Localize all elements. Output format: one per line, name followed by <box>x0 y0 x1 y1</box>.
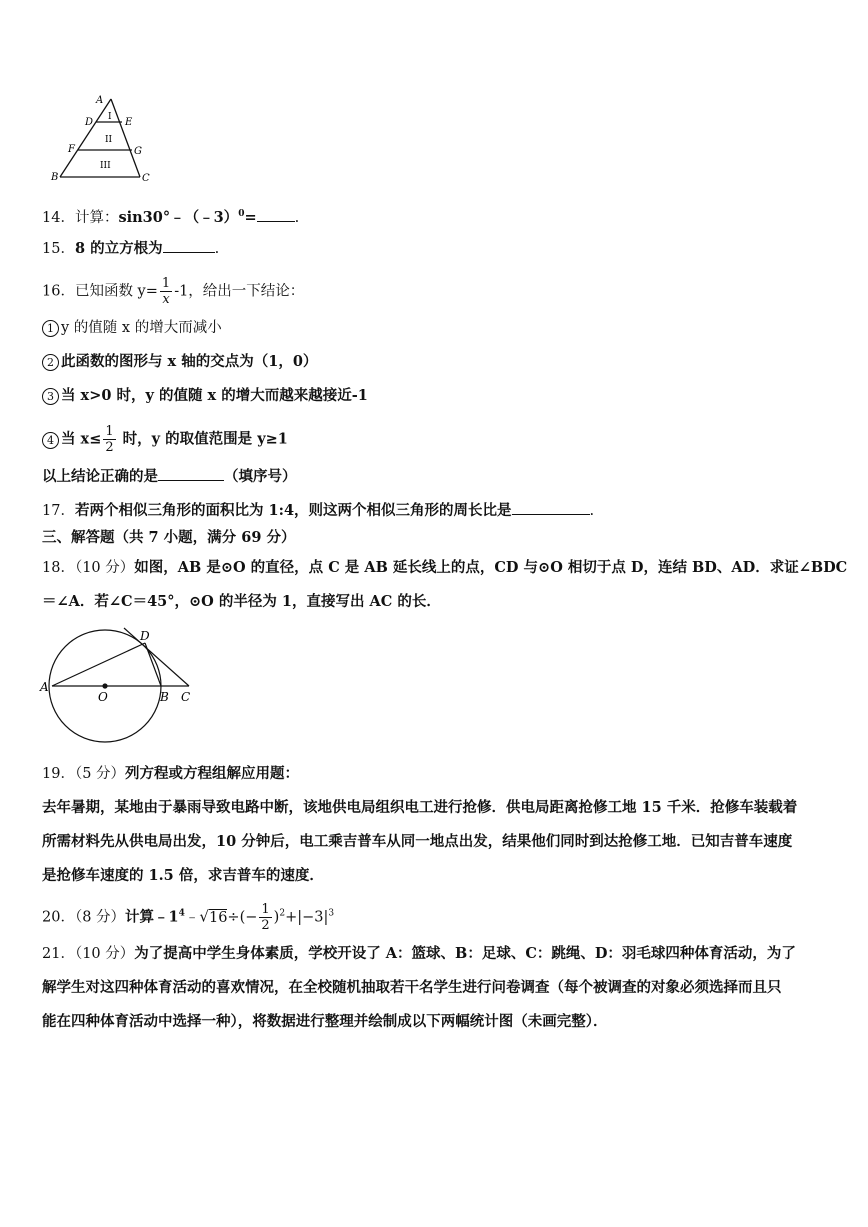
conclusion-2: 2 此函数的图形与 x 轴的交点为（1，0） <box>42 352 317 372</box>
label-f: F <box>68 144 75 155</box>
region-3: III <box>100 161 111 171</box>
sqrt-symbol: √ <box>199 907 209 926</box>
label-o: O <box>98 690 108 704</box>
conclusion-1: 1 y 的值随 x 的增大而减小 <box>42 318 222 338</box>
question-20: 20．（8 分）计算$﹣1^4﹣√16\div(-$ $\frac{1}{2}$ )$^2+|-3|^3$ <box>42 902 335 933</box>
region-1: I <box>108 112 112 122</box>
question-19-line-2: 所需材料先从供电局出发，10 分钟后，电工乘吉普车从同一地点出发，结果他们同时到达抢修工地．已知吉普车速度 <box>42 833 793 850</box>
question-15: 15．8 的立方根为 . <box>42 240 220 257</box>
answer-blank[interactable] <box>512 500 590 515</box>
label-e: E <box>125 117 133 128</box>
question-16: 16．已知函数 y= $\frac{1}{x}$ -1，给出一下结论： <box>42 276 305 307</box>
center-point <box>102 683 107 688</box>
answer-line-16: 以上结论正确的是 （填序号） <box>42 468 297 485</box>
label-b: B <box>51 172 59 183</box>
label-d: D <box>140 629 150 643</box>
label-a: A <box>40 680 49 694</box>
question-19-line-3: 是抢修车速度的 1.5 倍，求吉普车的速度． <box>42 867 324 884</box>
question-17: 17．若两个相似三角形的面积比为 1:4，则这两个相似三角形的周长比是 . <box>42 502 595 519</box>
label-a: A <box>96 95 104 106</box>
fraction: $\frac{1}{2}$ <box>261 902 270 933</box>
circle-tangent-figure <box>38 624 198 748</box>
question-19-title: 19．（5 分）列方程或方程组解应用题： <box>42 765 300 782</box>
fraction: $\frac{1}{2}$ <box>105 424 114 455</box>
question-21-line-2: 解学生对这四种体育活动的喜欢情况，在全校随机抽取若干名学生进行问卷调查（每个被调查的对象必须选择而且只 <box>42 979 782 996</box>
answer-blank[interactable] <box>257 207 295 222</box>
label-c: C <box>142 173 150 184</box>
answer-blank[interactable] <box>163 238 215 253</box>
label-b: B <box>160 690 169 704</box>
question-14: 14．计算：sin30°﹣（﹣3）$^0$= . <box>42 208 300 226</box>
question-21-line-1: 21．（10 分）为了提高中学生身体素质，学校开设了 A：篮球、B：足球、C：跳绳、D：羽毛球四种体育活动，为了 <box>42 945 796 962</box>
triangle-figure <box>48 92 158 184</box>
label-g: G <box>134 146 142 157</box>
label-c: C <box>181 690 191 704</box>
question-21-line-3: 能在四种体育活动中选择一种），将数据进行整理并绘制成以下两幅统计图（未画完整）． <box>42 1013 608 1030</box>
answer-blank[interactable] <box>158 466 224 481</box>
section-title: 三、解答题（共 7 小题，满分 69 分） <box>42 529 296 546</box>
conclusion-4: 4 当 x≤ $\frac{1}{2}$ 时，y 的取值范围是 y≥1 <box>42 424 288 455</box>
fraction: $\frac{1}{x}$ <box>161 276 171 307</box>
label-d: D <box>85 117 94 128</box>
conclusion-3: 3 当 x>0 时，y 的值随 x 的增大而越来越接近-1 <box>42 386 368 406</box>
region-2: II <box>105 135 113 145</box>
question-19-line-1: 去年暑期，某地由于暴雨导致电路中断，该地供电局组织电工进行抢修．供电局距离抢修工地 15 千米．抢修车装载着 <box>42 799 798 816</box>
question-18-line-2: ＝∠A．若∠C＝45°，⊙O 的半径为 1，直接写出 AC 的长． <box>42 593 441 610</box>
question-18-line-1: 18．（10 分）如图，AB 是⊙O 的直径，点 C 是 AB 延长线上的点，CD 与⊙O 相切于点 D，连结 BD、AD．求证∠BDC <box>42 559 848 576</box>
